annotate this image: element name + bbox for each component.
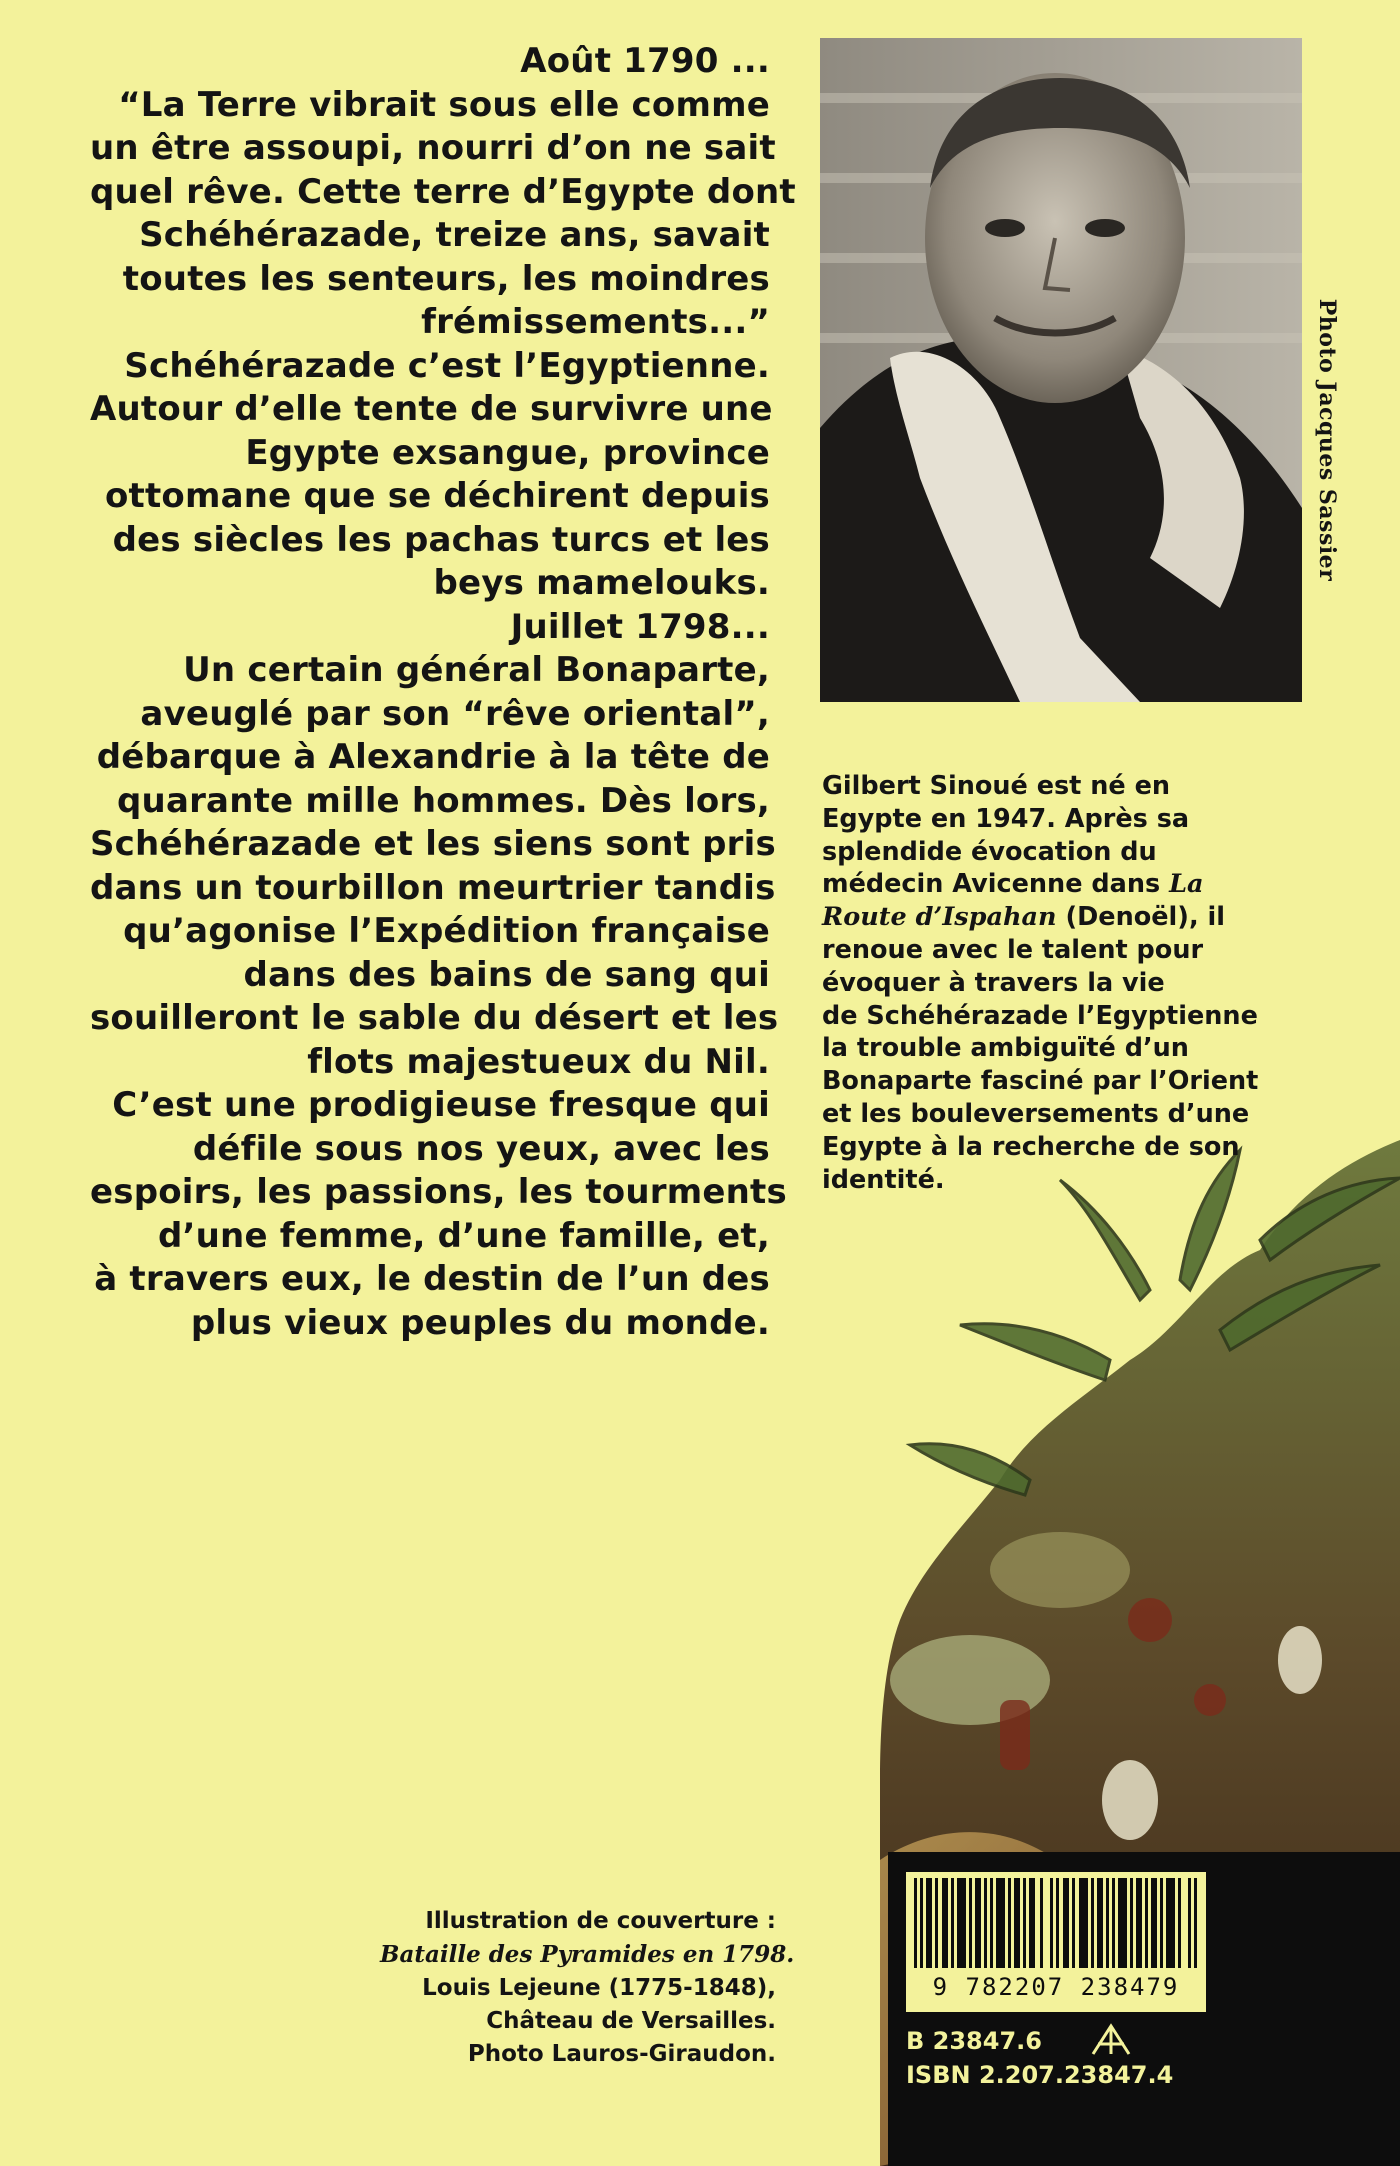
credit-photo: Photo Lauros-Giraudon.	[467, 2041, 776, 2067]
bio-line: renoue avec le talent pour	[822, 934, 1204, 965]
bio-line: évoquer à travers la vie	[822, 967, 1165, 998]
blurb-line: quarante mille hommes. Dès lors,	[117, 780, 770, 821]
blurb-line: quel rêve. Cette terre d’Egypte dont	[90, 171, 796, 212]
painting-title: Bataille des Pyramides en 1798.	[380, 1941, 795, 1968]
credit-label: Illustration de couverture :	[425, 1908, 776, 1934]
isbn: ISBN 2.207.23847.4	[906, 2061, 1174, 2089]
barcode-panel	[888, 1852, 1400, 2166]
blurb-line: un être assoupi, nourri d’on ne sait	[90, 128, 776, 168]
blurb-line: Schéhérazade et les siens sont pris	[90, 824, 776, 864]
credit-location: Château de Versailles.	[486, 2008, 776, 2034]
bio-line: de Schéhérazade l’Egyptienne	[822, 1000, 1258, 1031]
blurb-line: Autour d’elle tente de survivre une	[90, 389, 773, 429]
book-title: Route d’Ispahan	[822, 902, 1057, 933]
blurb-line: dans un tourbillon meurtrier tandis	[90, 867, 776, 908]
blurb-line: Août 1790 ...	[520, 41, 770, 81]
blurb-line: à travers eux, le destin de l’un des	[94, 1259, 770, 1299]
publisher-logo	[1088, 2020, 1134, 2060]
blurb-line: espoirs, les passions, les tourments	[90, 1172, 787, 1212]
blurb-line: Schéhérazade, treize ans, savait	[139, 215, 770, 255]
bio-line: Egypte en 1947. Après sa	[822, 803, 1190, 834]
cover-illustration-credit	[380, 1905, 795, 2071]
author-photo	[820, 38, 1302, 702]
bio-line: Gilbert Sinoué est né en	[822, 771, 1171, 801]
barcode-number: 9 782207 238479	[906, 1968, 1206, 2006]
blurb-line: des siècles les pachas turcs et les	[112, 519, 770, 560]
bio-line: et les bouleversements d’une	[822, 1098, 1250, 1129]
blurb-line: flots majestueux du Nil.	[307, 1041, 770, 1082]
blurb-line: ottomane que se déchirent depuis	[104, 476, 770, 516]
author-bio	[822, 770, 1342, 1196]
blurb-line: toutes les senteurs, les moindres	[122, 258, 770, 299]
blurb-line: Egypte exsangue, province	[245, 432, 770, 473]
blurb-line: souilleront le sable du désert et les	[90, 998, 779, 1038]
back-cover-blurb	[90, 40, 796, 1345]
blurb-line: d’une femme, d’une famille, et,	[157, 1215, 770, 1256]
blurb-line: Un certain général Bonaparte,	[183, 650, 770, 690]
blurb-line: C’est une prodigieuse fresque qui	[112, 1085, 770, 1125]
blurb-line: plus vieux peuples du monde.	[190, 1302, 770, 1343]
bio-line	[822, 868, 1342, 901]
blurb-line: dans des bains de sang qui	[243, 954, 770, 995]
bio-text: médecin Avicenne dans	[822, 869, 1161, 900]
credit-title	[380, 1938, 795, 1972]
bio-line: Egypte à la recherche de son	[822, 1131, 1240, 1162]
blurb-line: débarque à Alexandrie à la tête de	[96, 737, 770, 777]
bio-line	[822, 901, 1342, 934]
bio-line: la trouble ambiguïté d’un	[822, 1033, 1189, 1064]
blurb-line: frémissements...”	[421, 302, 770, 342]
bio-line: Bonaparte fasciné par l’Orient	[822, 1066, 1259, 1097]
bio-text: (Denoël), il	[1065, 902, 1225, 933]
book-title: La	[1169, 869, 1204, 900]
photo-credit: Photo Jacques Sassier	[1314, 298, 1340, 582]
blurb-line: beys mamelouks.	[433, 563, 770, 603]
blurb-line: Juillet 1798...	[510, 606, 770, 647]
blurb-line: aveuglé par son “rêve oriental”,	[140, 693, 770, 734]
bio-line: identité.	[822, 1164, 945, 1195]
blurb-line: qu’agonise l’Expédition française	[123, 911, 770, 951]
credit-artist: Louis Lejeune (1775-1848),	[422, 1975, 776, 2001]
blurb-line: “La Terre vibrait sous elle comme	[118, 84, 770, 125]
catalog-ref: B 23847.6	[906, 2027, 1042, 2055]
blurb-line: défile sous nos yeux, avec les	[192, 1128, 770, 1169]
blurb-line: Schéhérazade c’est l’Egyptienne.	[124, 345, 770, 386]
bio-line: splendide évocation du	[822, 836, 1157, 867]
